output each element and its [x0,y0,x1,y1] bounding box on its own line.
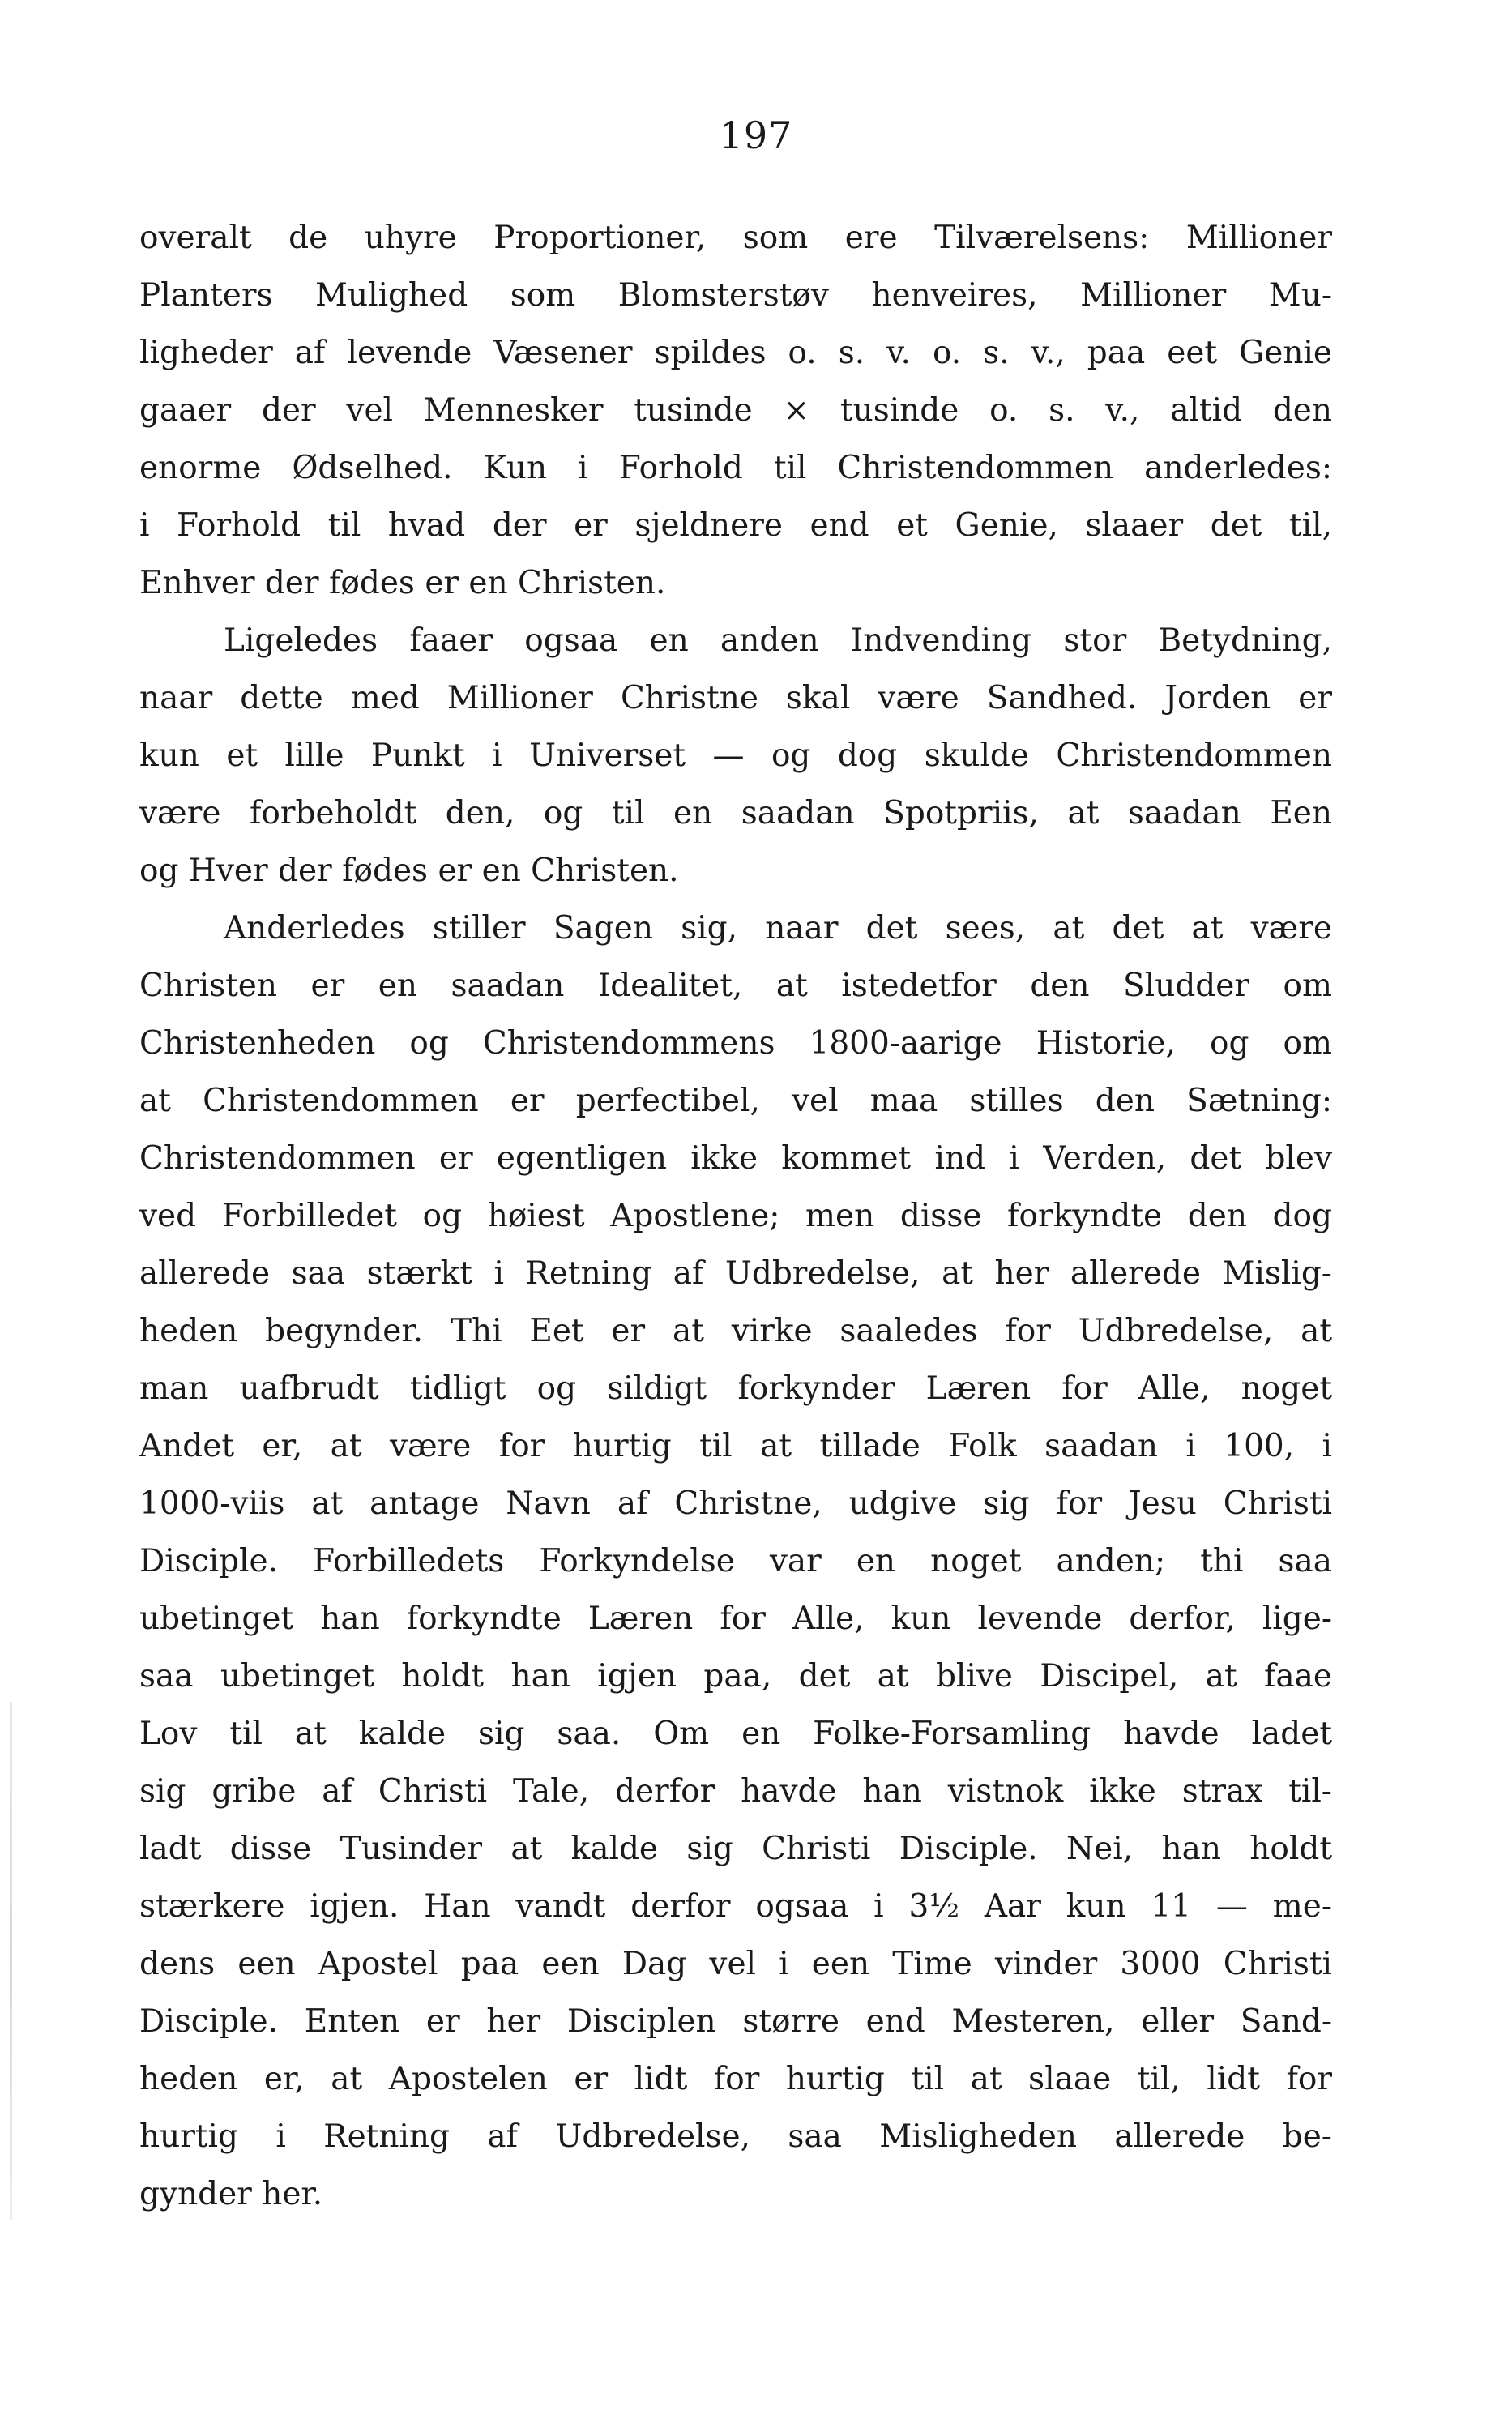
text-line: hurtig i Retning af Udbredelse, saa Misligheden allerede be- [139,2118,1332,2155]
text-line: heden er, at Apostelen er lidt for hurtig til at slaae til, lidt for [139,2061,1332,2097]
text-line: man uafbrudt tidligt og sildigt forkynder Læren for Alle, noget [139,1370,1332,1407]
text-line: Andet er, at være for hurtig til at tillade Folk saadan i 100, i [139,1428,1332,1464]
paragraph-start-line: Anderledes stiller Sagen sig, naar det sees, at det at være [224,910,1332,947]
page-number: 197 [719,113,793,157]
text-line: heden begynder. Thi Eet er at virke saaledes for Udbredelse, at [139,1313,1332,1349]
text-line: sig gribe af Christi Tale, derfor havde han vistnok ikke strax til- [139,1773,1332,1810]
text-line: overalt de uhyre Proportioner, som ere Tilværelsens: Millioner [139,220,1332,256]
text-line: Lov til at kalde sig saa. Om en Folke-Forsamling havde ladet [139,1716,1332,1752]
text-line: saa ubetinget holdt han igjen paa, det at blive Discipel, at faae [139,1658,1332,1695]
text-line: enorme Ødselhed. Kun i Forhold til Christendommen anderledes: [139,450,1332,486]
text-line: 1000-viis at antage Navn af Christne, udgive sig for Jesu Christi [139,1485,1332,1522]
page-edge-shadow [10,1702,12,2220]
text-line: Disciple. Enten er her Disciplen større end Mesteren, eller Sand- [139,2003,1332,2040]
text-line: ved Forbilledet og høiest Apostlene; men disse forkyndte den dog [139,1198,1332,1234]
text-line: allerede saa stærkt i Retning af Udbredelse, at her allerede Mislig- [139,1255,1332,1292]
text-line: ladt disse Tusinder at kalde sig Christi Disciple. Nei, han holdt [139,1831,1332,1867]
text-line: dens een Apostel paa een Dag vel i een Time vinder 3000 Christi [139,1946,1332,1982]
text-line: at Christendommen er perfectibel, vel maa stilles den Sætning: [139,1083,1332,1119]
text-line: naar dette med Millioner Christne skal være Sandhed. Jorden er [139,680,1332,716]
text-line: gaaer der vel Mennesker tusinde × tusinde o. s. v., altid den [139,392,1332,429]
text-line: ubetinget han forkyndte Læren for Alle, kun levende derfor, lige- [139,1601,1332,1637]
text-line: Christenheden og Christendommens 1800-aarige Historie, og om [139,1025,1332,1062]
text-line: ligheder af levende Væsener spildes o. s. v. o. s. v., paa eet Genie [139,335,1332,371]
text-line: gynder her. [139,2176,323,2212]
text-line: stærkere igjen. Han vandt derfor ogsaa i 3½ Aar kun 11 — me- [139,1888,1332,1925]
text-line: Planters Mulighed som Blomsterstøv henveires, Millioner Mu- [139,277,1332,314]
text-line: i Forhold til hvad der er sjeldnere end et Genie, slaaer det til, [139,507,1332,544]
paragraph-start-line: Ligeledes faaer ogsaa en anden Indvending stor Betydning, [224,622,1332,659]
text-line: Disciple. Forbilledets Forkyndelse var en noget anden; thi saa [139,1543,1332,1579]
body-text [139,209,1332,2223]
text-line: Christen er en saadan Idealitet, at istedetfor den Sludder om [139,968,1332,1004]
text-line: Enhver der fødes er en Christen. [139,565,666,601]
text-line: Christendommen er egentligen ikke kommet ind i Verden, det blev [139,1140,1332,1177]
text-line: være forbeholdt den, og til en saadan Spotpriis, at saadan Een [139,795,1332,831]
text-line: kun et lille Punkt i Universet — og dog skulde Christendommen [139,737,1332,774]
text-line: og Hver der fødes er en Christen. [139,853,679,889]
